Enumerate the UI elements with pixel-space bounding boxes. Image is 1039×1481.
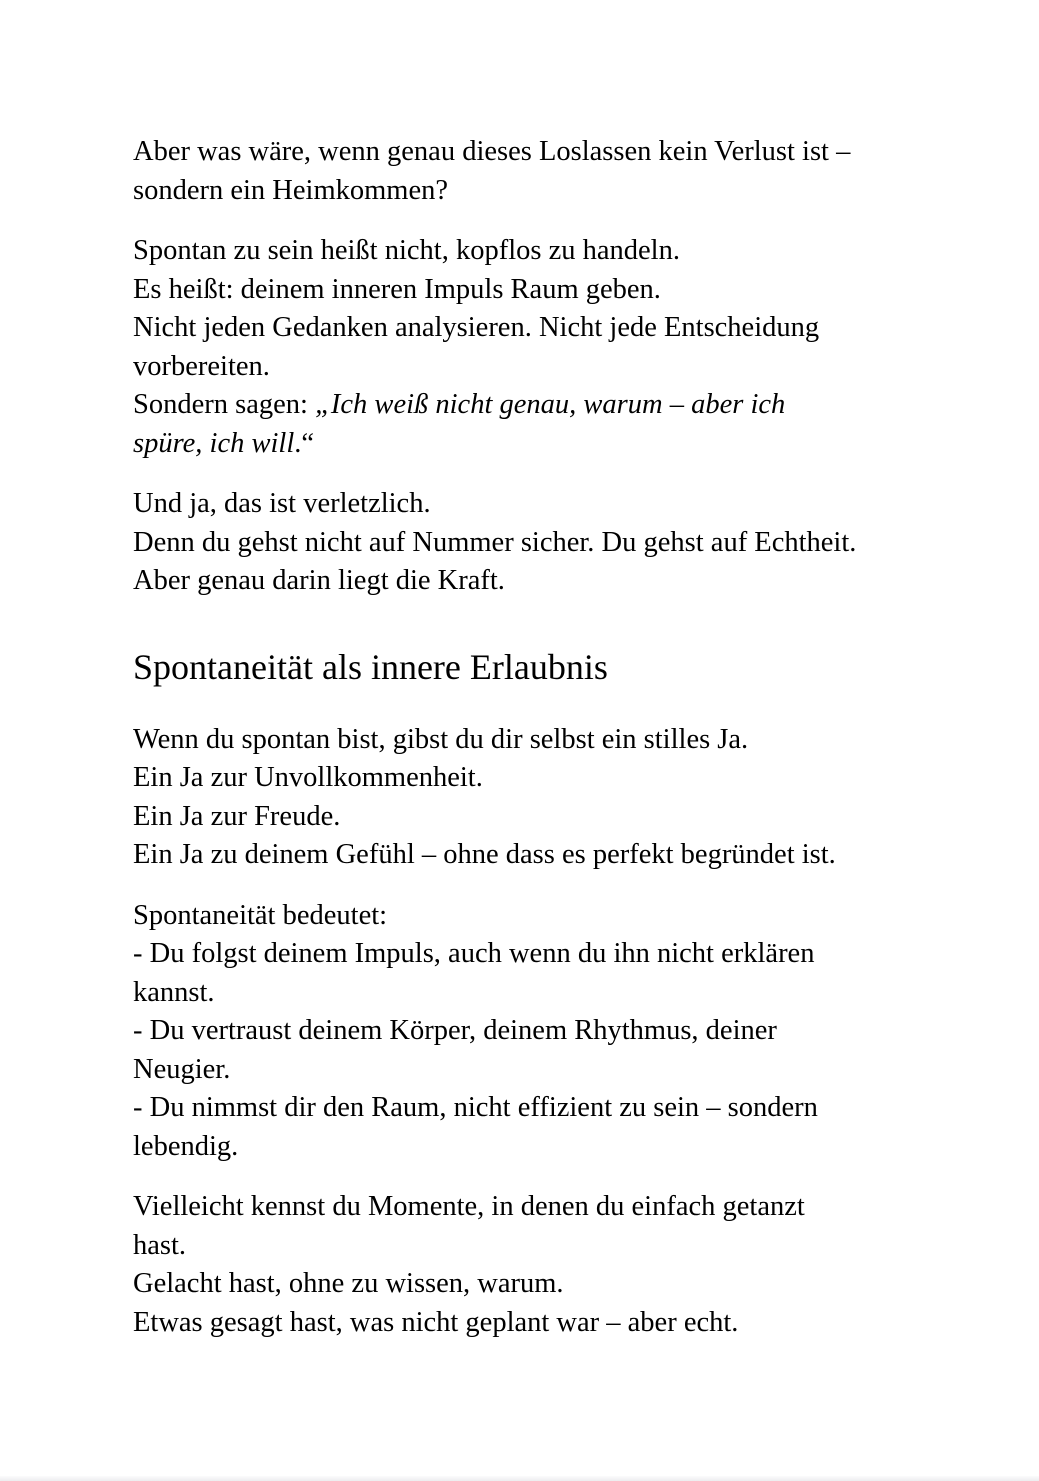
text-line: Aber genau darin liegt die Kraft. (133, 565, 505, 596)
paragraph-spontaneity-means (133, 897, 963, 1167)
text-line: Nicht jeden Gedanken analysieren. Nicht jede Entscheidung (133, 312, 820, 343)
text-line: lebendig. (133, 1130, 239, 1162)
quote-prefix: Sondern sagen: (133, 389, 316, 420)
quote-suffix: .“ (294, 427, 315, 459)
text-line: Gelacht hast, ohne zu wissen, warum. (133, 1268, 564, 1299)
text-line: hast. (133, 1229, 187, 1261)
quote-line-2 (133, 425, 963, 464)
text-line: Wenn du spontan bist, gibst du dir selbst ein stilles Ja. (133, 723, 749, 755)
quote-italic-part-1: „Ich weiß nicht genau, warum – aber ich (315, 389, 786, 420)
text-line: Es heißt: deinem inneren Impuls Raum geben. (133, 273, 661, 305)
bullet-line: - Du folgst deinem Impuls, auch wenn du ihn nicht erklären (133, 938, 815, 969)
paragraph-vulnerability (133, 485, 963, 601)
text-line: Spontaneität bedeutet: (133, 899, 388, 931)
quote-italic-part-2: spüre, ich will (133, 427, 295, 459)
paragraph-spontan-definition (133, 232, 963, 463)
text-line: Aber was wäre, wenn genau dieses Loslassen kein Verlust ist – (133, 136, 851, 167)
text-line: Ein Ja zur Freude. (133, 800, 341, 832)
text-line: Etwas gesagt hast, was nicht geplant war – aber echt. (133, 1306, 739, 1338)
text-line: Ein Ja zu deinem Gefühl – ohne dass es perfekt begründet ist. (133, 839, 836, 870)
bullet-line: - Du nimmst dir den Raum, nicht effizient zu sein – sondern (133, 1092, 818, 1123)
text-line: Ein Ja zur Unvollkommenheit. (133, 762, 483, 793)
section-heading: Spontaneität als innere Erlaubnis (133, 646, 608, 687)
text-line: Spontan zu sein heißt nicht, kopflos zu handeln. (133, 235, 680, 266)
paragraph-opening-question (133, 133, 963, 210)
text-line: Vielleicht kennst du Momente, in denen du einfach getanzt (133, 1191, 805, 1222)
text-line: Und ja, das ist verletzlich. (133, 488, 431, 519)
text-line: kannst. (133, 976, 215, 1008)
text-line: vorbereiten. (133, 350, 270, 382)
bullet-line: - Du vertraust deinem Körper, deinem Rhythmus, deiner (133, 1015, 777, 1046)
text-line: Neugier. (133, 1053, 231, 1085)
document-text-block (133, 133, 963, 1364)
paragraph-inner-yes (133, 721, 963, 875)
text-line: Denn du gehst nicht auf Nummer sicher. Du gehst auf Echtheit. (133, 526, 857, 558)
paragraph-moments (133, 1188, 963, 1342)
page-bottom-edge (0, 1476, 1039, 1481)
text-line: sondern ein Heimkommen? (133, 174, 449, 206)
quote-line-1 (133, 386, 963, 425)
